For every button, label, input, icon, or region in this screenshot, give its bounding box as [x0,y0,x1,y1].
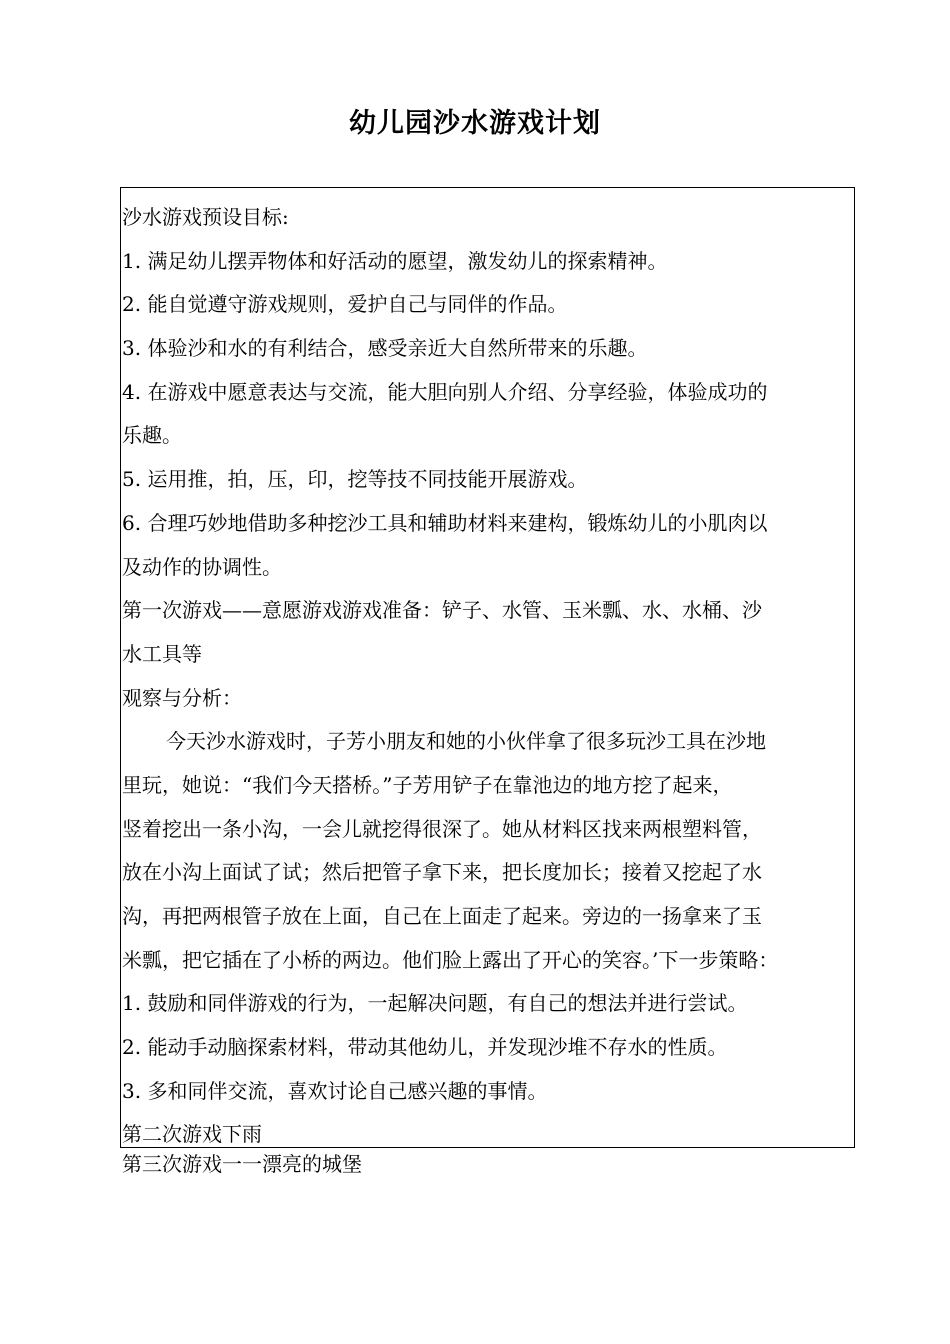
text-line: 5. 运用推，拍，压，印，挖等技不同技能开展游戏。 [122,467,588,492]
text-line: 水工具等 [122,641,202,666]
text-line: 今天沙水游戏时，子芳小朋友和她的小伙伴拿了很多玩沙工具在沙地 [166,729,766,754]
third-game-line: 第三次游戏一一漂亮的城堡 [122,1152,362,1176]
text-line: 1. 鼓励和同伴游戏的行为，一起解决问题，有自己的想法并进行尝试。 [122,991,748,1016]
text-line: 3. 体验沙和水的有利结合，感受亲近大自然所带来的乐趣。 [122,336,648,361]
text-line: 沙水游戏预设目标: [122,205,289,229]
text-line: 1. 满足幼儿摆弄物体和好活动的愿望，激发幼儿的探索精神。 [122,248,668,273]
text-line: 2. 能动手动脑探索材料，带动其他幼儿，并发现沙堆不存水的性质。 [122,1035,728,1060]
text-line: 及动作的协调性。 [122,554,282,579]
text-line: 6. 合理巧妙地借助多种挖沙工具和辅助材料来建构，锻炼幼儿的小肌肉以 [122,510,768,535]
text-line: 竖着挖出一条小沟，一会儿就挖得很深了。她从材料区找来两根塑料管， [122,816,762,841]
text-line: 第二次游戏下雨 [122,1122,262,1147]
text-line: 里玩，她说：“我们今天搭桥。”子芳用铲子在靠池边的地方挖了起来， [122,772,733,797]
text-line: 观察与分析： [122,685,242,710]
text-line: 沟，再把两根管子放在上面，自己在上面走了起来。旁边的一扬拿来了玉 [122,904,762,928]
text-line: 放在小沟上面试了试；然后把管子拿下来，把长度加长；接着又挖起了水 [122,860,762,885]
text-line: 米瓢，把它插在了小桥的两边。他们脸上露出了开心的笑容。’下一步策略： [122,947,779,972]
text-line: 乐趣。 [122,423,182,448]
content-lines [122,196,857,1157]
text-line: 第一次游戏——意愿游戏游戏准备：铲子、水管、玉米瓢、水、水桶、沙 [122,598,762,623]
text-line: 2. 能自觉遵守游戏规则，爱护自己与同伴的作品。 [122,292,568,317]
text-line: 4. 在游戏中愿意表达与交流，能大胆向别人介绍、分享经验，体验成功的 [122,379,768,404]
text-line: 3. 多和同伴交流，喜欢讨论自己感兴趣的事情。 [122,1078,548,1103]
document-title: 幼儿园沙水游戏计划 [349,108,601,139]
